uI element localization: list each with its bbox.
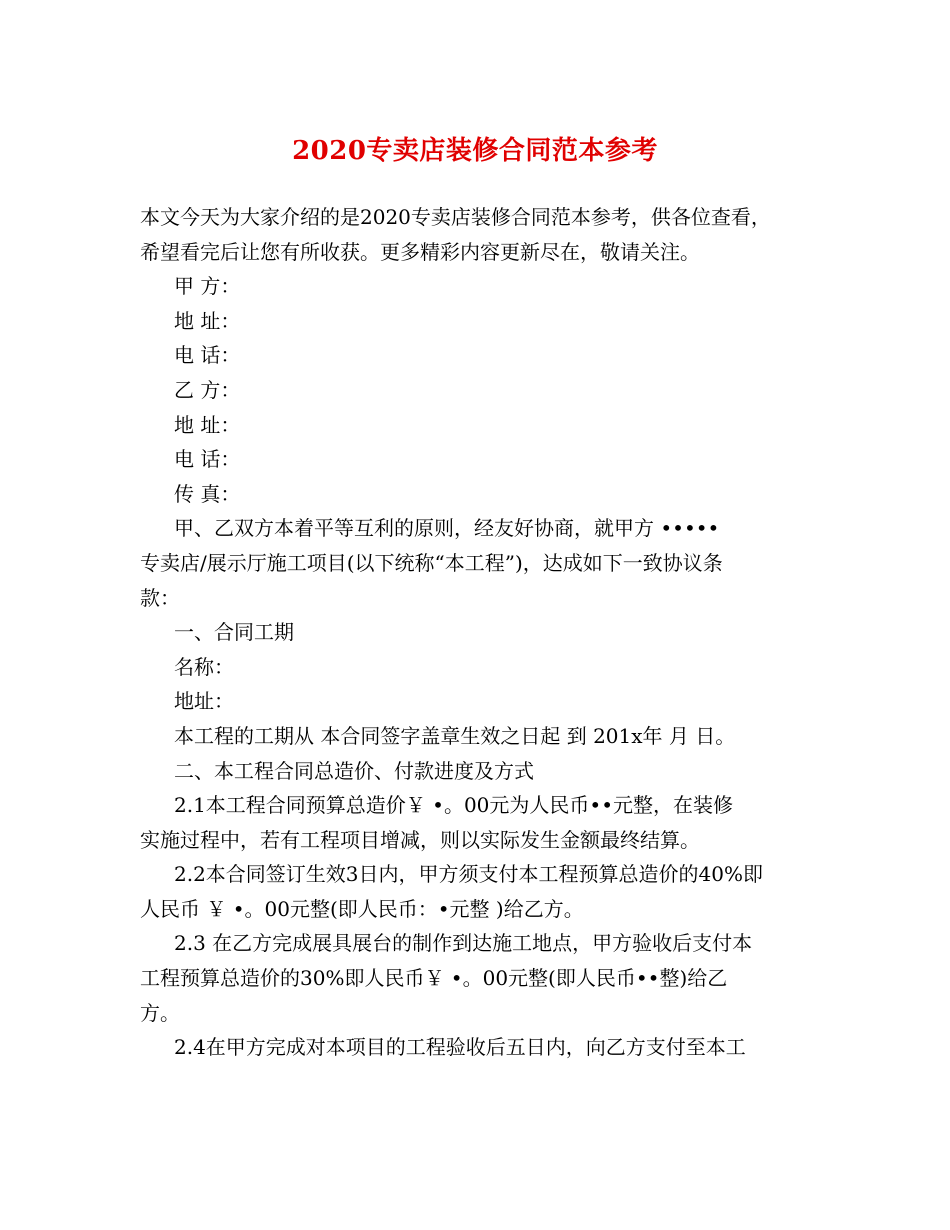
intro-line: 本文今天为大家介绍的是2020专卖店装修合同范本参考，供各位查看， [140, 205, 771, 229]
clause-2-2: 人民币 ￥ •。00元整(即人民币：•元整 )给乙方。 [140, 896, 584, 921]
party-b-label: 乙 方： [174, 377, 241, 402]
preamble-line: 款： [140, 585, 180, 610]
party-a-phone: 电 话： [174, 343, 241, 368]
document-body [140, 200, 820, 1065]
clause-2-1: 2.1本工程合同预算总造价￥ •。00元为人民币••元整，在装修 [174, 793, 734, 818]
party-b-fax: 传 真： [174, 481, 241, 506]
clause-2-2: 2.2本合同签订生效3日内，甲方须支付本工程预算总造价的40%即 [174, 862, 763, 887]
party-b-address: 地 址： [174, 412, 241, 437]
clause-2-3: 方。 [140, 1000, 180, 1025]
section-1-name: 名称： [174, 654, 234, 679]
section-1-heading: 一、合同工期 [174, 620, 294, 645]
party-a-address: 地 址： [174, 308, 241, 333]
preamble-line: 专卖店/展示厅施工项目(以下统称“本工程”)，达成如下一致协议条 [140, 550, 723, 575]
section-1-period: 本工程的工期从 本合同签字盖章生效之日起 到 201x年 月 日。 [174, 723, 736, 748]
clause-2-3: 工程预算总造价的30%即人民币￥ •。00元整(即人民币••整)给乙 [140, 966, 728, 991]
clause-2-4: 2.4在甲方完成对本项目的工程验收后五日内，向乙方支付至本工 [174, 1035, 746, 1060]
clause-2-1: 实施过程中，若有工程项目增减，则以实际发生金额最终结算。 [140, 827, 700, 852]
preamble-line: 甲、乙双方本着平等互利的原则，经友好协商，就甲方 ••••• [174, 516, 720, 541]
section-1-address: 地址： [174, 689, 234, 714]
section-2-heading: 二、本工程合同总造价、付款进度及方式 [174, 758, 534, 783]
party-a-label: 甲 方： [174, 274, 241, 299]
clause-2-3: 2.3 在乙方完成展具展台的制作到达施工地点，甲方验收后支付本 [174, 931, 753, 956]
intro-line: 希望看完后让您有所收获。更多精彩内容更新尽在，敬请关注。 [140, 239, 700, 264]
document-title: 2020专卖店装修合同范本参考 [292, 136, 658, 166]
party-b-phone: 电 话： [174, 447, 241, 472]
